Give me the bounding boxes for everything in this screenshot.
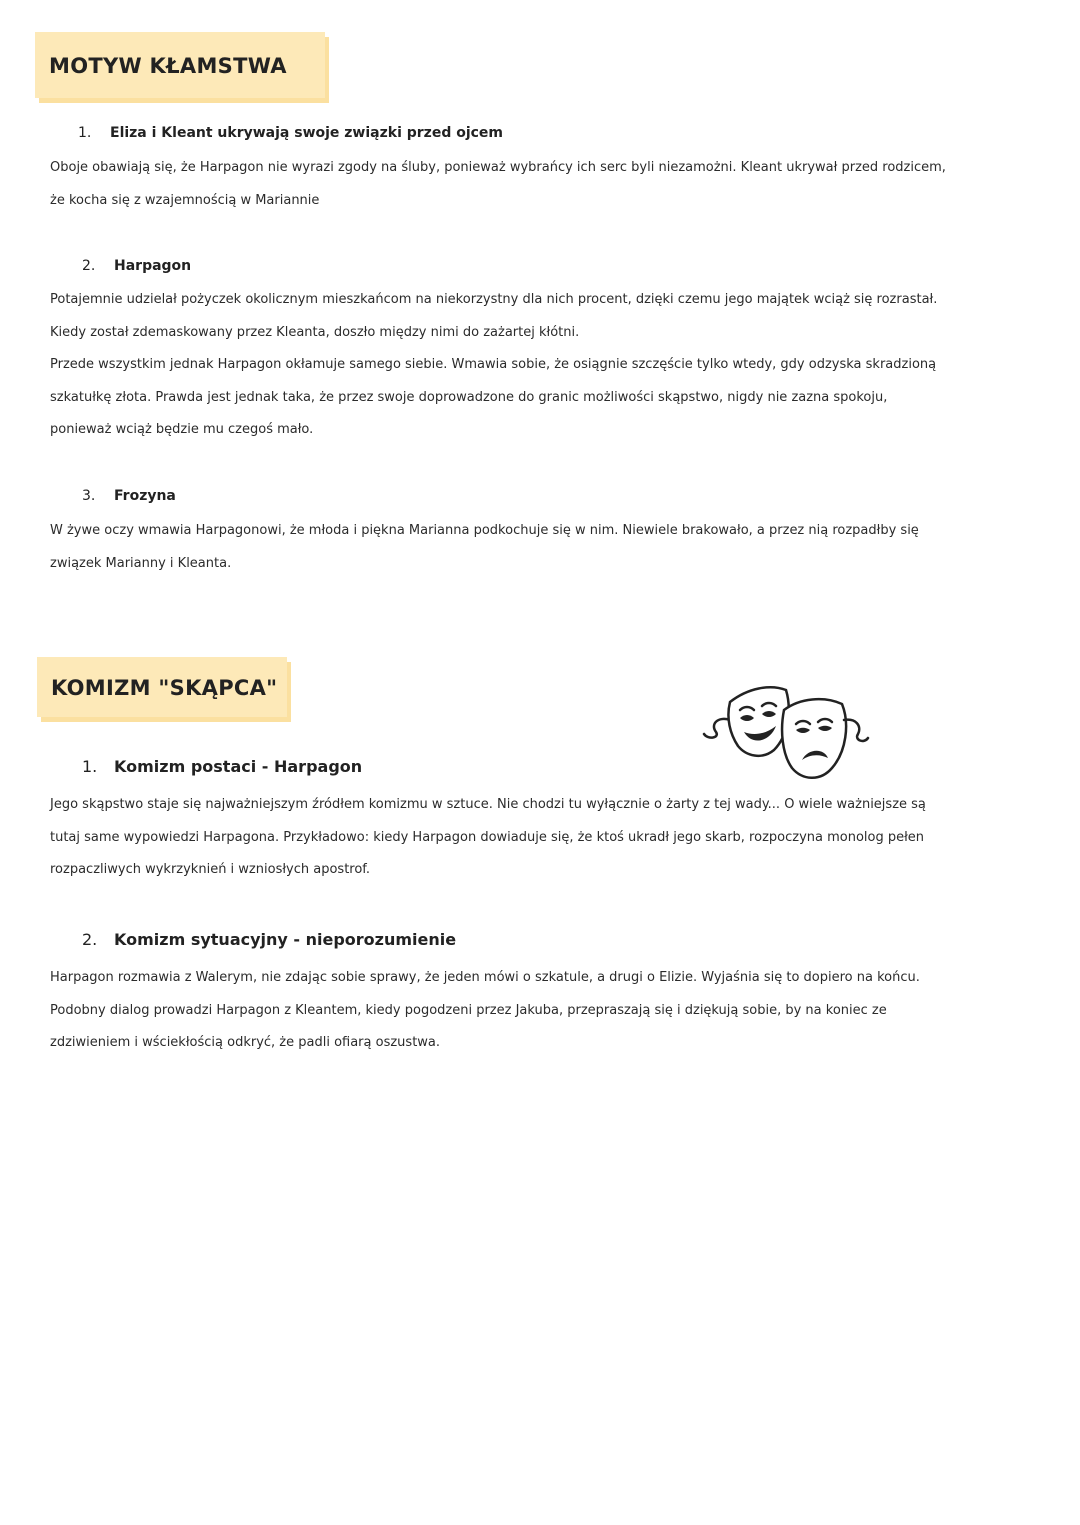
text-line: Potajemnie udzielał pożyczek okolicznym mieszkańcom na niekorzystny dla nich procent, dzięki czemu jego majątek wciąż się rozrastał. [50, 292, 938, 307]
text-line: że kocha się z wzajemnością w Mariannie [50, 192, 320, 208]
text-line: Harpagon rozmawia z Walerym, nie zdając sobie sprawy, że jeden mówi o szkatule, a drugi o Elizie. Wyjaśnia się to dopiero na końcu. [50, 970, 920, 985]
text-line: ponieważ wciąż będzie mu czegoś mało. [50, 422, 314, 437]
text-line: W żywe oczy wmawia Harpagonowi, że młoda i piękna Marianna podkochuje się w nim. Niewiele brakowało, a przez nią rozpadłby się [50, 523, 919, 538]
item-label: Komizm postaci - Harpagon [114, 757, 363, 776]
item-label: Frozyna [114, 488, 176, 504]
item-number: 1. [82, 757, 98, 776]
text-line: zdziwieniem i wściekłością odkryć, że padli ofiarą oszustwa. [50, 1035, 441, 1050]
text-line: Oboje obawiają się, że Harpagon nie wyrazi zgody na śluby, ponieważ wybrańcy ich serc byli niezamożni. Kleant ukrywał przed rodzicem, [50, 160, 946, 175]
item-number: 2. [82, 930, 98, 949]
item-heading [82, 488, 176, 504]
text-line: Kiedy został zdemaskowany przez Kleanta, doszło między nimi do zażartej kłótni. [50, 324, 580, 340]
item-paragraph [50, 284, 1035, 447]
section-title: KOMIZM "SKĄPCA" [51, 676, 278, 700]
item-paragraph [50, 515, 1035, 580]
item-number: 1. [78, 125, 92, 141]
text-line: rozpaczliwych wykrzyknień i wzniosłych apostrof. [50, 862, 371, 877]
section-heading-komizm [37, 657, 287, 717]
section-heading-klamstwo [35, 32, 325, 98]
text-line: Jego skąpstwo staje się najważniejszym źródłem komizmu w sztuce. Nie chodzi tu wyłącznie o żarty z tej wady... O wiele ważniejsze są [50, 797, 926, 812]
theater-masks-icon [700, 680, 870, 790]
item-label: Eliza i Kleant ukrywają swoje związki przed ojcem [110, 125, 504, 141]
text-line: tutaj same wypowiedzi Harpagona. Przykładowo: kiedy Harpagon dowiaduje się, że ktoś ukradł jego skarb, rozpoczyna monolog pełen [50, 829, 925, 845]
item-heading [82, 757, 362, 776]
item-heading [82, 930, 456, 949]
item-label: Harpagon [114, 258, 192, 274]
item-paragraph [50, 789, 1035, 887]
text-line: szkatułkę złota. Prawda jest jednak taka, że przez swoje doprowadzone do granic możliwości skąpstwo, nigdy nie zazna spokoju, [50, 389, 888, 405]
item-heading [82, 258, 191, 274]
item-label: Komizm sytuacyjny - nieporozumienie [114, 930, 457, 949]
item-paragraph [50, 152, 1035, 217]
section-title: MOTYW KŁAMSTWA [49, 54, 287, 78]
item-paragraph [50, 962, 1035, 1060]
item-number: 2. [82, 258, 96, 274]
item-number: 3. [82, 488, 96, 504]
item-heading [78, 125, 503, 141]
text-line: związek Marianny i Kleanta. [50, 555, 232, 571]
text-line: Podobny dialog prowadzi Harpagon z Kleantem, kiedy pogodzeni przez Jakuba, przepraszają się i dziękują sobie, by na koniec ze [50, 1002, 887, 1018]
text-line: Przede wszystkim jednak Harpagon okłamuje samego siebie. Wmawia sobie, że osiągnie szczęście tylko wtedy, gdy odzyska skradzioną [50, 357, 937, 372]
